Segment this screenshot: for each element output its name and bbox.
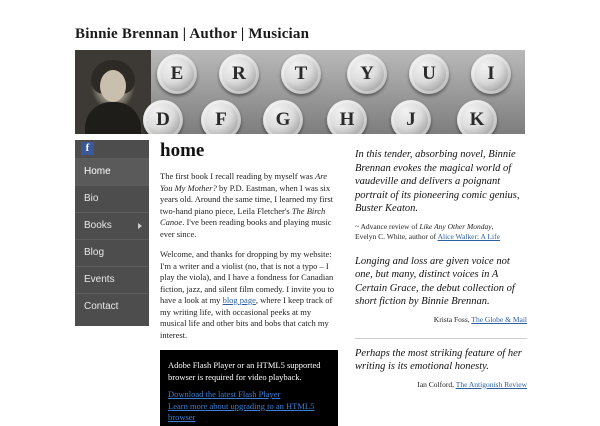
intro-paragraph-1 [160,171,338,240]
sidebar-item-contact[interactable] [75,293,149,320]
download-flash-player-link[interactable]: Download the latest Flash Player [168,389,281,399]
typewriter-key: E [157,54,197,94]
sidebar-item-books[interactable] [75,212,149,239]
sidebar-item-label: Bio [84,193,99,204]
sidebar-item-label: Blog [84,247,105,258]
sidebar-item-label: Contact [84,301,119,312]
divider [355,338,527,339]
review-quote-3: Perhaps the most striking feature of her writing is its emotional honesty. [355,347,522,372]
typewriter-key: G [263,100,303,134]
sidebar-item-label: Home [84,166,111,177]
paragraph-text: Welcome, and thanks for dropping by my website: I'm a writer and a violist (no, that is not a typo – I play the viola), and I have a fondness for Canadian fiction, jazz, and silent film comedy. I invite you to have a look at my [160,249,335,305]
chevron-right-icon [138,223,142,229]
typewriter-key: F [201,100,241,134]
sidebar-item-label: Events [84,274,115,285]
attribution-author: Evelyn C. White, author of [355,231,438,241]
author-portrait-image [75,50,151,134]
globe-and-mail-link[interactable]: The Globe & Mail [471,314,527,324]
video-player-placeholder[interactable] [160,350,338,426]
portrait-face [100,70,126,102]
page-title: Binnie Brennan | Author | Musician [75,26,310,42]
typewriter-key: R [219,54,259,94]
typewriter-key: T [281,54,321,94]
sidebar-item-events[interactable] [75,266,149,293]
reviews-rail [355,148,527,403]
typewriter-key: J [391,100,431,134]
typewriter-key: I [471,54,511,94]
main-content [160,140,338,426]
facebook-icon[interactable]: f [81,142,94,155]
sidebar-social-bar [75,140,149,158]
sidebar-nav [75,140,149,326]
video-error-message: Adobe Flash Player or an HTML5 supported browser is required for video playback. [168,360,321,382]
review-attribution-1 [355,222,527,242]
sidebar-item-home[interactable] [75,158,149,185]
alice-walker-a-life-link[interactable]: Alice Walker: A Life [437,231,500,241]
paragraph-text: The first book I recall reading by myself was [160,171,316,181]
attribution-prefix: ~ Advance review of [355,221,420,231]
sidebar-item-blog[interactable] [75,239,149,266]
typewriter-key: Y [347,54,387,94]
portrait-body [85,102,141,134]
review-quote-1: In this tender, absorbing novel, Binnie Brennan evokes the magical world of vaudeville and delivers a poignant portrait of its pioneering comic genius, Buster Keaton. [355,149,520,214]
intro-paragraph-2 [160,249,338,341]
attribution-author: Krista Foss, [433,314,472,324]
upgrade-html5-browser-link[interactable]: Learn more about upgrading to an HTML5 browser [168,400,315,422]
book-title-are-you-my-mother: Are You My Mother? [160,171,328,193]
book-title-like-any-other-monday: Like Any Other Monday [419,221,492,231]
antigonish-review-link[interactable]: The Antigonish Review [455,379,527,389]
blog-page-link[interactable]: blog page [222,295,256,305]
typewriter-key: D [143,100,183,134]
review-quote-2: Longing and loss are given voice not one, but many, distinct voices in A Certain Grace, the debut collection of short fiction by Binnie Brennan. [355,255,515,307]
book-title-the-birch-canoe: The Birch Canoe [160,205,326,227]
review-attribution-2 [355,315,527,325]
site-banner [75,50,525,134]
typewriter-key: H [327,100,367,134]
typewriter-key: U [409,54,449,94]
typewriter-keys-image [151,50,525,134]
typewriter-key: K [457,100,497,134]
paragraph-text: by P.D. Eastman, when I was six years old. Around the same time, I learned my first two-hand piano piece, Leila Fletcher's [160,182,334,216]
review-attribution-3 [355,380,527,390]
sidebar-item-bio[interactable] [75,185,149,212]
content-heading: home [160,140,205,161]
sidebar-item-label: Books [84,220,112,231]
paragraph-text: . I've been reading books and playing music ever since. [160,217,332,239]
attribution-author: Ian Colford, [417,379,456,389]
paragraph-text: , where I keep track of my writing life, with occasional peeks at my musical life and other bits and bobs that catch my interest. [160,295,333,340]
attribution-suffix: , [491,221,494,231]
